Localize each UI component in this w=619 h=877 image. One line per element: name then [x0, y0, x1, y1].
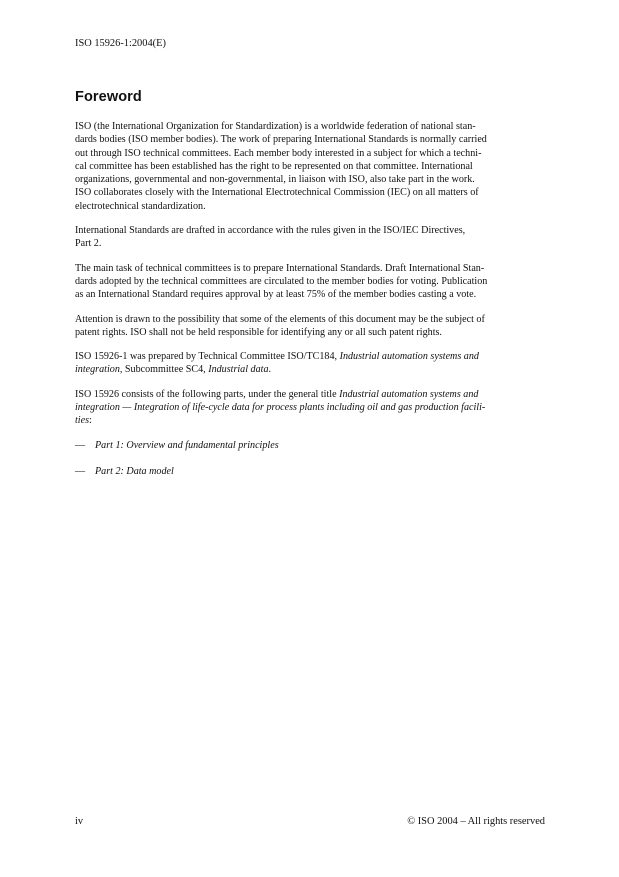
- paragraph-prepared-by: [75, 350, 547, 377]
- text-run: , Subcommittee SC4,: [119, 364, 209, 376]
- text-line: [75, 414, 547, 427]
- paragraph-intro: [75, 120, 547, 213]
- text-line: cal committee has been established has the right to be represented on that committee. International: [75, 160, 473, 172]
- italic-title: integration: [75, 364, 120, 376]
- text-line: ISO (the International Organization for Standardization) is a worldwide federation of national stan-: [75, 121, 476, 132]
- italic-title: Industrial automation systems and: [339, 388, 479, 400]
- copyright-notice: © ISO 2004 – All rights reserved: [407, 816, 545, 827]
- text-line: as an International Standard requires approval by at least 75% of the member bodies casting a vote.: [75, 289, 477, 301]
- page-number: iv: [75, 816, 84, 827]
- list-item: [75, 465, 547, 478]
- text-run: :: [89, 415, 92, 427]
- text-line: Part 2.: [75, 238, 102, 250]
- page-title: Foreword: [75, 89, 142, 105]
- italic-title: Industrial data: [208, 364, 269, 376]
- text-line: electrotechnical standardization.: [75, 200, 206, 212]
- text-line: [75, 363, 547, 376]
- italic-title: ties: [75, 415, 90, 427]
- text-line: [75, 401, 547, 414]
- text-run: .: [268, 364, 272, 376]
- text-line: ISO collaborates closely with the International Electrotechnical Commission (IEC) on all matters of: [75, 187, 479, 199]
- text-line: organizations, governmental and non-governmental, in liaison with ISO, also take part in the work.: [75, 174, 475, 186]
- text-line: patent rights. ISO shall not be held responsible for identifying any or all such patent rights.: [75, 326, 442, 338]
- document-id: ISO 15926-1:2004(E): [75, 38, 166, 49]
- paragraph-directives: [75, 224, 547, 251]
- paragraph-patent: [75, 313, 547, 340]
- italic-title: integration — Integration of life-cycle data for process plants including oil and gas production facili-: [75, 402, 486, 414]
- paragraph-parts: [75, 388, 547, 428]
- list-item: [75, 439, 547, 452]
- paragraph-main-task: [75, 262, 547, 302]
- text-run: ISO 15926 consists of the following parts, under the general title: [75, 388, 340, 400]
- text-line: The main task of technical committees is to prepare International Standards. Draft International Stan-: [75, 262, 485, 274]
- dash-marker: —: [75, 465, 86, 477]
- list-item-label: Part 1: Overview and fundamental principles: [95, 439, 279, 451]
- text-run: ISO 15926-1 was prepared by Technical Committee ISO/TC184,: [75, 351, 340, 363]
- text-line: dards adopted by the technical committees are circulated to the member bodies for voting. Publication: [75, 275, 488, 287]
- parts-list: [75, 439, 547, 479]
- text-line: [75, 350, 547, 363]
- text-line: Attention is drawn to the possibility that some of the elements of this document may be the subject of: [75, 313, 485, 325]
- text-line: dards bodies (ISO member bodies). The work of preparing International Standards is normally carried: [75, 134, 487, 146]
- text-line: International Standards are drafted in accordance with the rules given in the ISO/IEC Directives,: [75, 225, 466, 237]
- text-line: [75, 388, 547, 401]
- foreword-body: [75, 120, 547, 491]
- list-item-label: Part 2: Data model: [95, 465, 174, 477]
- dash-marker: —: [75, 439, 86, 451]
- text-line: out through ISO technical committees. Each member body interested in a subject for which a techni-: [75, 147, 482, 159]
- italic-title: Industrial automation systems and: [339, 351, 479, 363]
